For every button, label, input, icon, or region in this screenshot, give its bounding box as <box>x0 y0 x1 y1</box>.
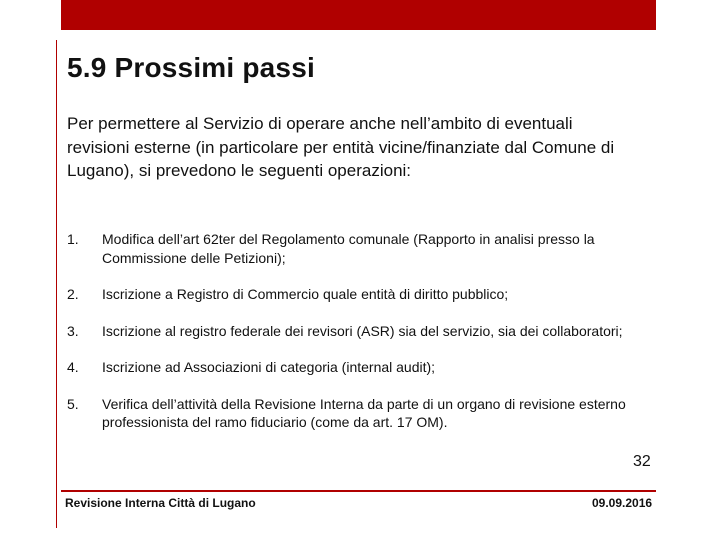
list-item <box>67 230 657 267</box>
footer-date: 09.09.2016 <box>592 496 653 510</box>
list-item-number: 4. <box>67 359 79 375</box>
left-accent-rule <box>56 40 57 528</box>
list-item <box>67 285 657 304</box>
list-item-text: Modifica dell’art 62ter del Regolamento comunale (Rapporto in analisi presso la Commissione delle Petizioni); <box>102 231 595 266</box>
list-item-text: Iscrizione ad Associazioni di categoria (internal audit); <box>102 359 436 375</box>
list-item <box>67 395 657 432</box>
top-accent-bar <box>61 0 656 30</box>
list-item-text: Verifica dell’attività della Revisione Interna da parte di un organo di revisione esterno professionista del ramo fiduciario (come da art. 17 OM). <box>102 395 626 430</box>
intro-paragraph: Per permettere al Servizio di operare anche nell’ambito di eventuali revisioni esterne (in particolare per entità vicine/finanziate dal Comune di Lugano), si prevedono le seguenti operazioni: <box>67 114 615 180</box>
list-item-text: Iscrizione a Registro di Commercio quale entità di diritto pubblico; <box>102 286 509 302</box>
footer-divider <box>61 490 656 492</box>
list-item-number: 2. <box>67 286 79 302</box>
list-item-text: Iscrizione al registro federale dei revisori (ASR) sia del servizio, sia dei collaboratori; <box>102 322 623 339</box>
list-item-number: 5. <box>67 395 79 412</box>
footer-organization: Revisione Interna Città di Lugano <box>65 496 256 510</box>
steps-list <box>67 230 657 432</box>
list-item-number: 3. <box>67 322 79 339</box>
slide-title: 5.9 Prossimi passi <box>67 52 315 83</box>
list-item <box>67 358 657 377</box>
list-item <box>67 322 657 341</box>
page-number: 32 <box>633 453 651 470</box>
list-item-number: 1. <box>67 231 79 247</box>
